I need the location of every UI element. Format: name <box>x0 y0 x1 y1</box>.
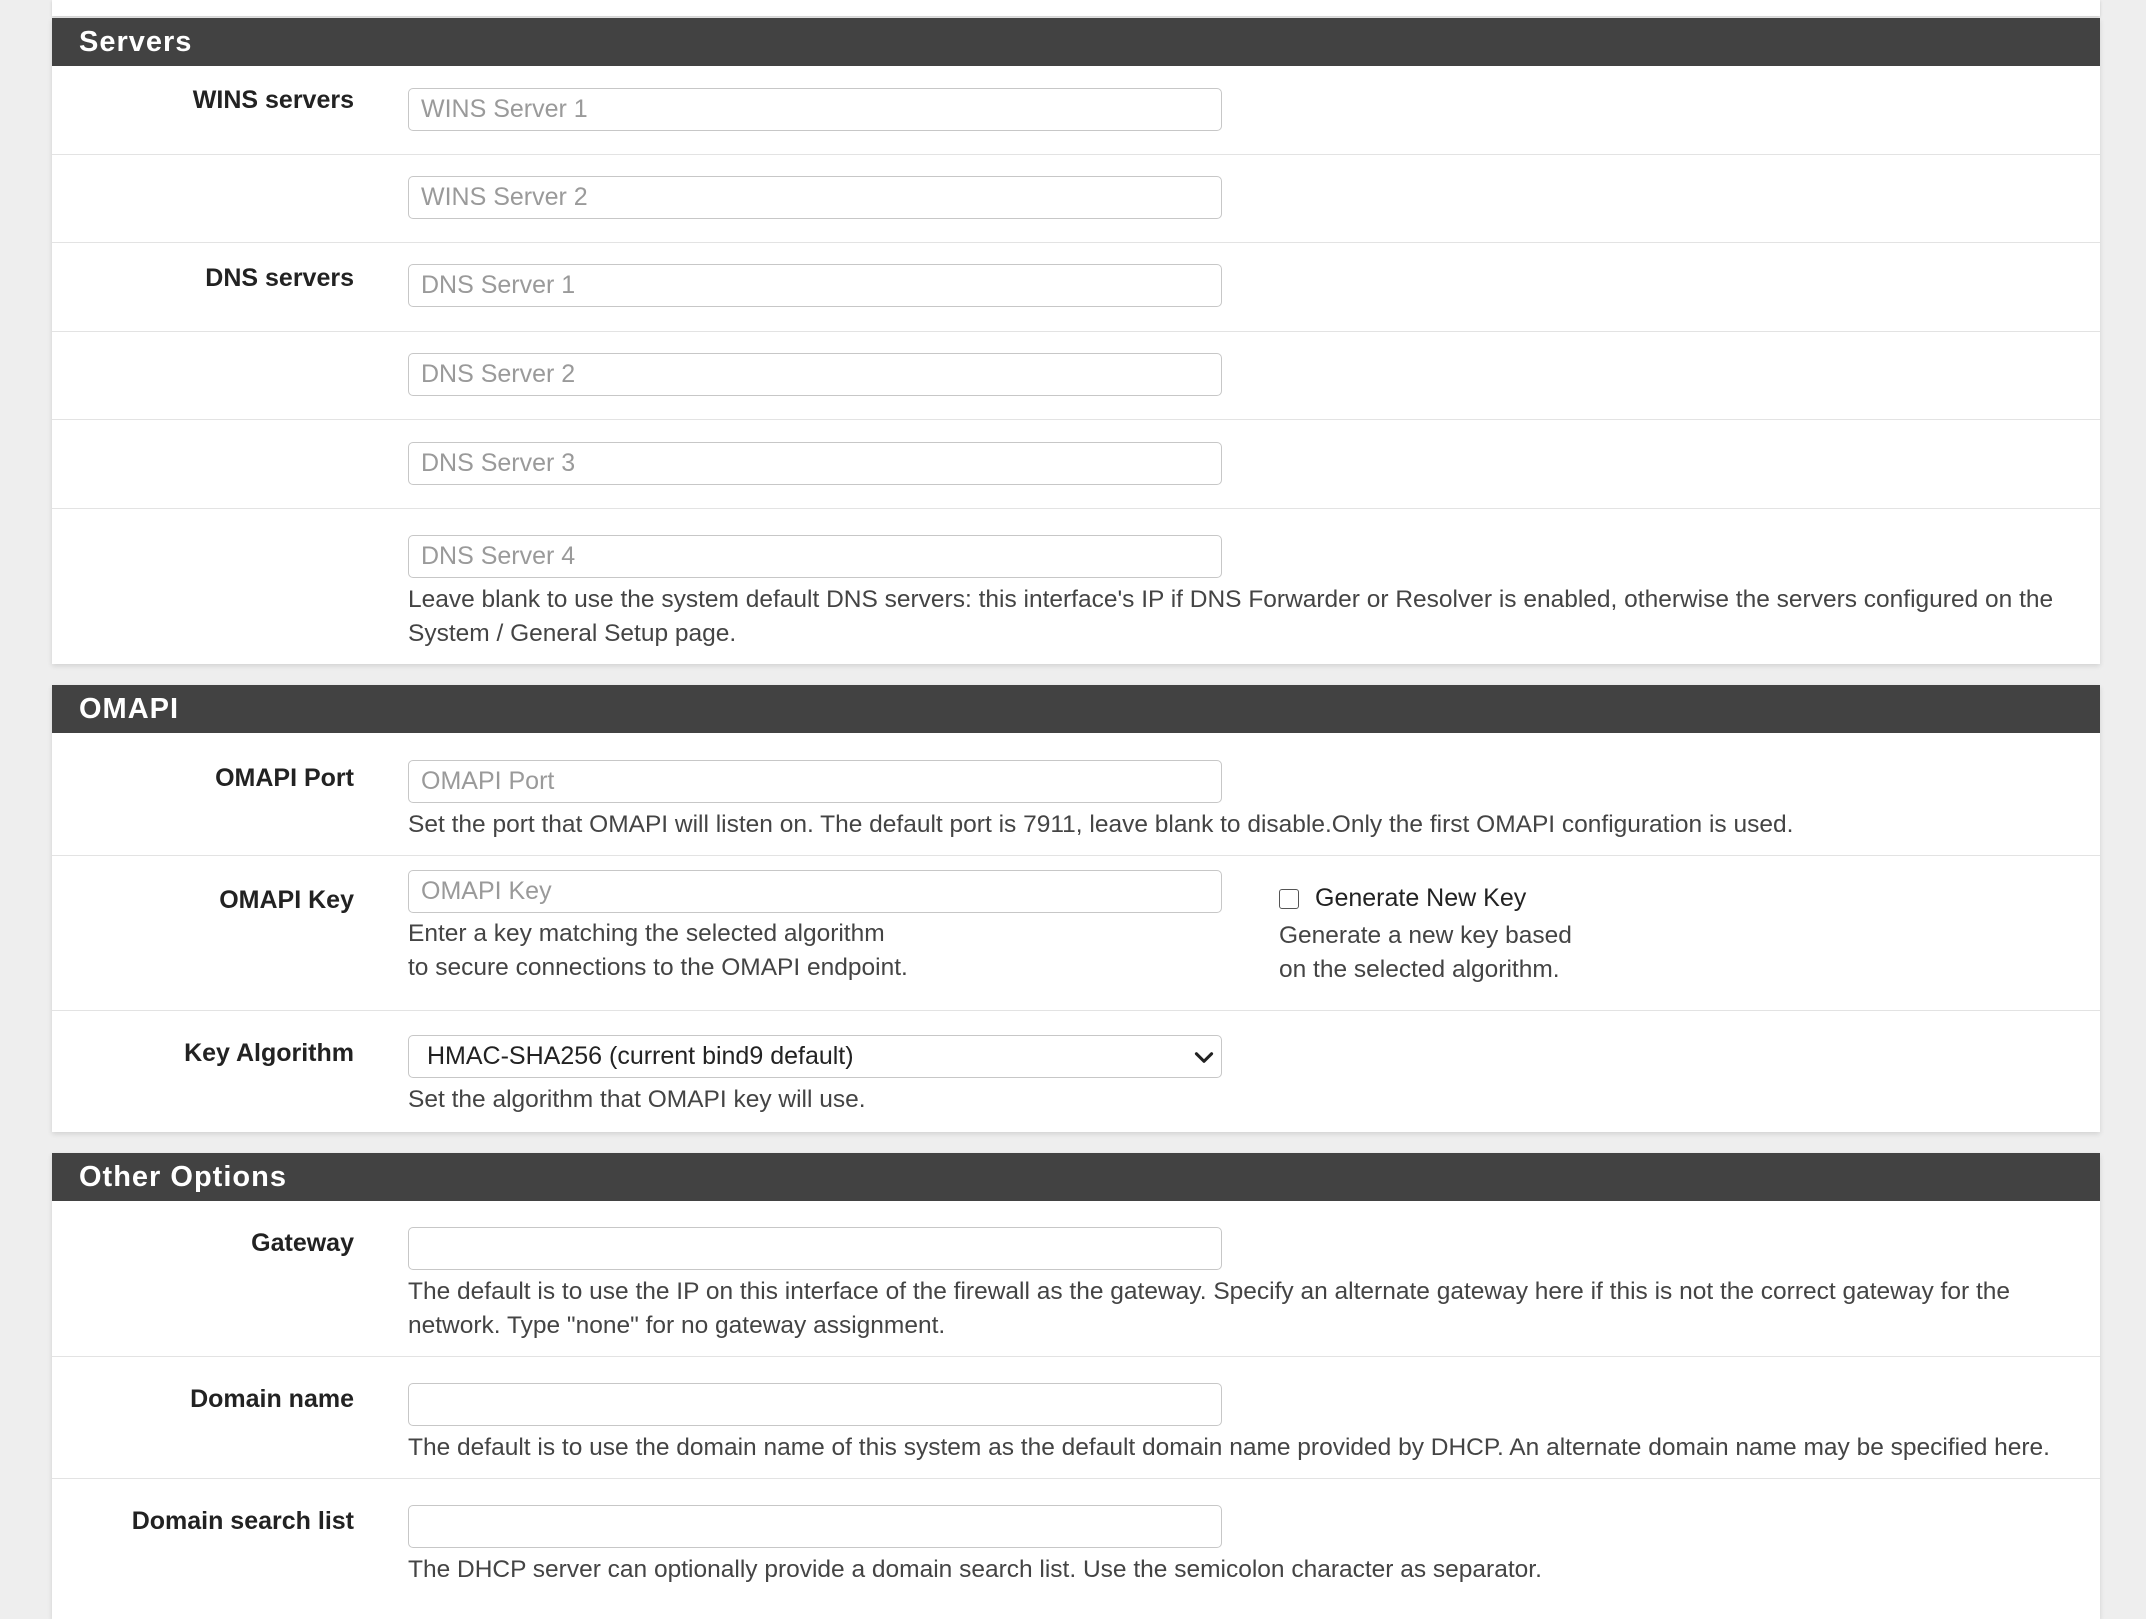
omapi-key-row <box>52 856 2100 1011</box>
dns-server-4-row <box>52 509 2100 664</box>
generate-key-label[interactable]: Generate New Key <box>1315 884 1527 912</box>
other-options-heading: Other Options <box>52 1153 2100 1201</box>
key-algorithm-label: Key Algorithm <box>184 1039 354 1067</box>
gateway-row <box>52 1201 2100 1357</box>
gateway-label: Gateway <box>251 1229 354 1257</box>
omapi-heading: OMAPI <box>52 685 2100 733</box>
omapi-key-label: OMAPI Key <box>219 886 354 914</box>
domain-name-input[interactable] <box>408 1383 1222 1426</box>
generate-key-checkbox-line[interactable] <box>1279 884 1572 913</box>
omapi-port-label: OMAPI Port <box>215 764 354 792</box>
key-algorithm-help: Set the algorithm that OMAPI key will use. <box>408 1086 866 1113</box>
generate-key-help-line-2: on the selected algorithm. <box>1279 956 1560 983</box>
key-algorithm-selected-value: HMAC-SHA256 (current bind9 default) <box>427 1042 854 1070</box>
domain-name-row <box>52 1357 2100 1479</box>
domain-name-help: The default is to use the domain name of this system as the default domain name provided by DHCP. An alternate domain name may be specified here. <box>408 1434 2050 1461</box>
generate-key-help-line-1: Generate a new key based <box>1279 922 1572 949</box>
gateway-help: The default is to use the IP on this interface of the firewall as the gateway. Specify an alternate gateway here if this is not the correct gateway for the network. Type "none" for no gateway assignment. <box>408 1278 2011 1339</box>
omapi-key-help-line-2: to secure connections to the OMAPI endpoint. <box>408 954 908 981</box>
omapi-port-input[interactable] <box>408 760 1222 803</box>
dns-server-3-input[interactable] <box>408 442 1222 485</box>
dns-server-2-row <box>52 332 2100 420</box>
dns-server-1-input[interactable] <box>408 264 1222 307</box>
domain-search-list-input[interactable] <box>408 1505 1222 1548</box>
domain-name-label: Domain name <box>190 1385 354 1413</box>
wins-server-1-input[interactable] <box>408 88 1222 131</box>
omapi-panel <box>52 685 2100 1132</box>
dns-servers-label: DNS servers <box>205 264 354 292</box>
gateway-input[interactable] <box>408 1227 1222 1270</box>
omapi-key-input[interactable] <box>408 870 1222 913</box>
wins-server-2-row <box>52 155 2100 243</box>
generate-key-checkbox[interactable] <box>1279 889 1299 909</box>
generate-key-group <box>1279 870 1572 987</box>
dns-server-2-input[interactable] <box>408 353 1222 396</box>
servers-panel <box>52 18 2100 664</box>
omapi-port-help: Set the port that OMAPI will listen on. The default port is 7911, leave blank to disable.Only the first OMAPI configuration is used. <box>408 811 1794 838</box>
dns-server-1-row <box>52 243 2100 332</box>
other-options-panel <box>52 1153 2100 1619</box>
domain-search-list-row <box>52 1479 2100 1619</box>
wins-server-1-row <box>52 66 2100 155</box>
chevron-down-icon <box>1191 1044 1217 1070</box>
domain-search-list-label: Domain search list <box>131 1507 354 1535</box>
servers-heading: Servers <box>52 18 2100 66</box>
domain-search-list-help: The DHCP server can optionally provide a domain search list. Use the semicolon character as separator. <box>408 1556 1542 1583</box>
omapi-key-help <box>408 917 1222 985</box>
key-algorithm-select[interactable] <box>408 1035 1222 1078</box>
wins-server-2-input[interactable] <box>408 176 1222 219</box>
dns-server-4-input[interactable] <box>408 535 1222 578</box>
dns-servers-help: Leave blank to use the system default DNS servers: this interface's IP if DNS Forwarder or Resolver is enabled, otherwise the servers configured on the System / General Setup page. <box>408 586 2054 647</box>
form-page <box>52 0 2100 1619</box>
dns-server-3-row <box>52 420 2100 509</box>
wins-servers-label: WINS servers <box>192 86 354 114</box>
omapi-key-help-line-1: Enter a key matching the selected algorithm <box>408 920 885 947</box>
generate-key-help <box>1279 919 1572 987</box>
omapi-port-row <box>52 733 2100 856</box>
key-algorithm-row <box>52 1011 2100 1132</box>
previous-panel-edge <box>52 0 2100 16</box>
